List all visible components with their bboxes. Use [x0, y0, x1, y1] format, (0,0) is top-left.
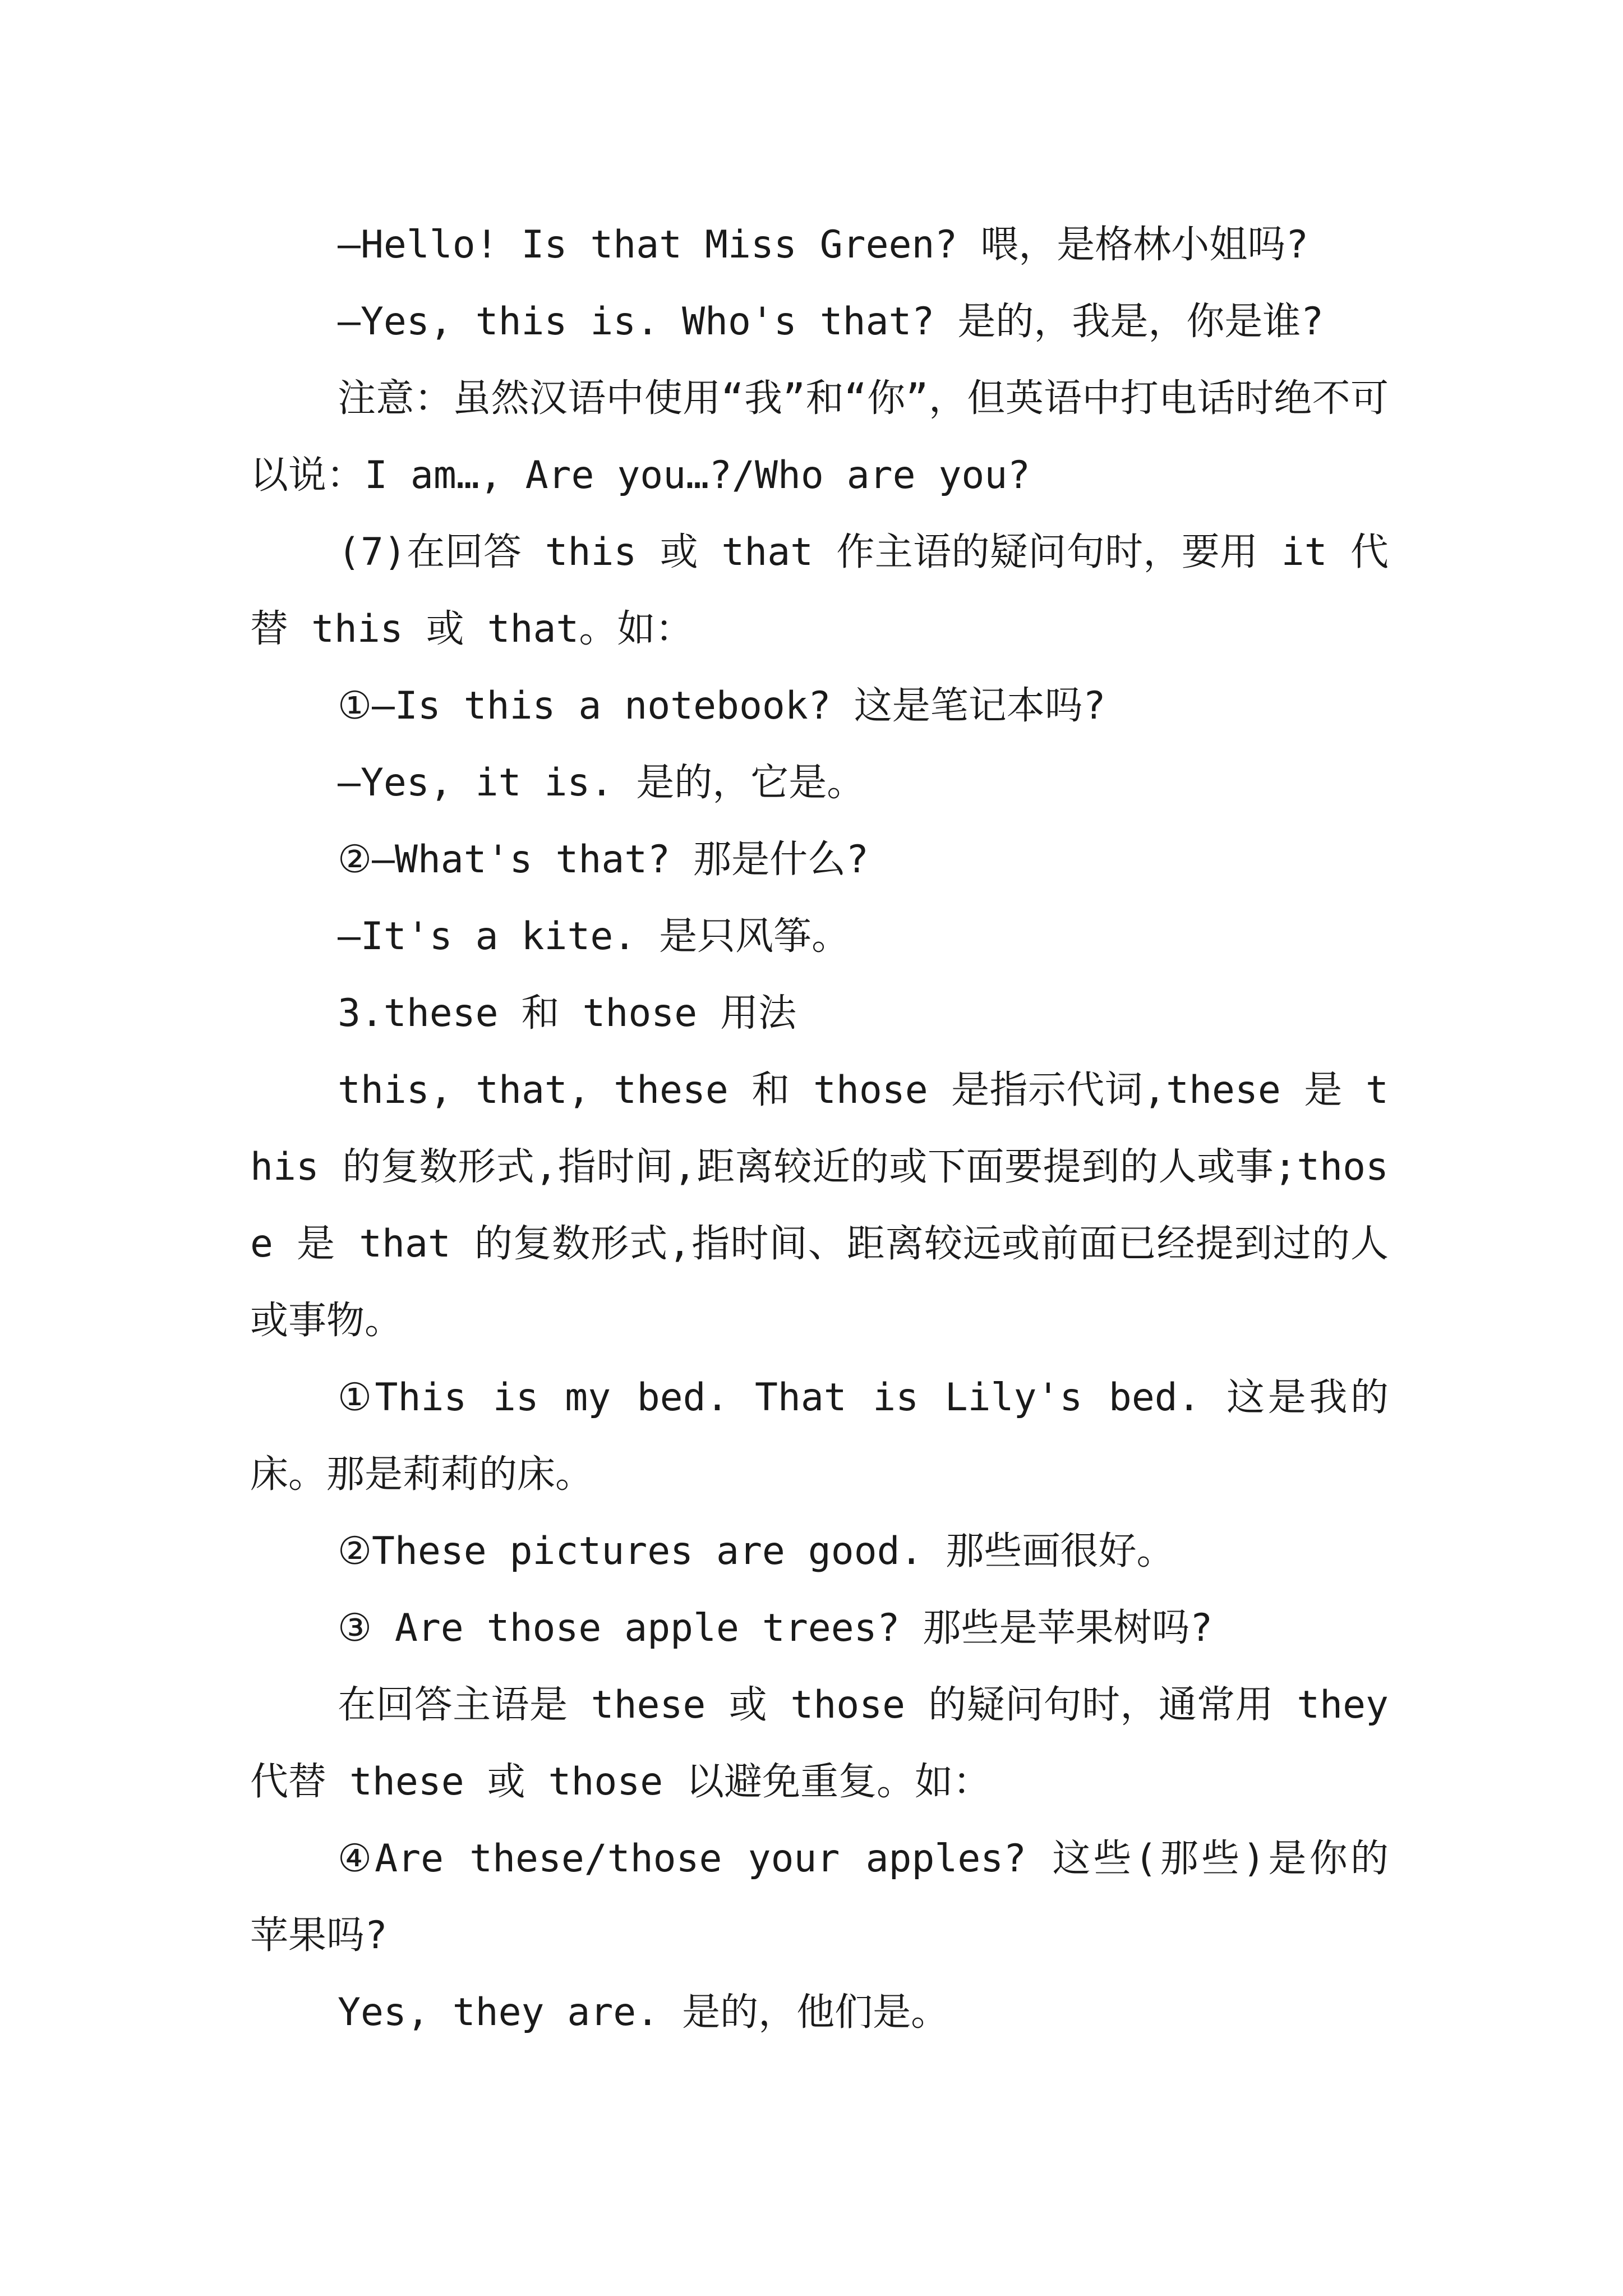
- paragraph-answer-they-are: Yes, they are. 是的，他们是。: [338, 1990, 949, 2035]
- paragraph-rule-they: 在回答主语是 these 或 those 的疑问句时，通常用 they 代替 these 或 those 以避免重复。如：: [250, 1683, 1389, 1804]
- document-page: [250, 206, 1389, 2051]
- paragraph-answer-kite: —It's a kite. 是只风筝。: [338, 914, 850, 959]
- paragraph-demonstratives-explanation: this, that, these 和 those 是指示代词,these 是 this 的复数形式,指时间,距离较近的或下面要提到的人或事;those 是 that 的复数形式,指时间、距离较远或前面已经提到过的人或事物。: [250, 1068, 1389, 1343]
- paragraph-dialogue-yes: —Yes, this is. Who's that? 是的，我是，你是谁?: [338, 300, 1324, 344]
- paragraph-example-bed: ①This is my bed. That is Lily's bed. 这是我的床。那是莉莉的床。: [250, 1375, 1389, 1497]
- paragraph-example-what-is-that: ②—What's that? 那是什么?: [338, 838, 869, 882]
- paragraph-rule-7: (7)在回答 this 或 that 作主语的疑问句时，要用 it 代替 this 或 that。如：: [250, 530, 1389, 651]
- section-heading-these-those: 3.these 和 those 用法: [338, 991, 797, 1036]
- paragraph-answer-it-is: —Yes, it is. 是的，它是。: [338, 761, 865, 805]
- paragraph-example-apples: ④Are these/those your apples? 这些(那些)是你的苹果吗?: [250, 1837, 1389, 1958]
- paragraph-note-phone: 注意：虽然汉语中使用“我”和“你”，但英语中打电话时绝不可以说：I am…, Are you…?/Who are you?: [250, 376, 1389, 498]
- paragraph-example-apple-trees: ③ Are those apple trees? 那些是苹果树吗?: [338, 1606, 1213, 1650]
- paragraph-example-pictures: ②These pictures are good. 那些画很好。: [338, 1529, 1175, 1573]
- paragraph-dialogue-hello: —Hello! Is that Miss Green? 喂，是格林小姐吗?: [338, 223, 1309, 267]
- paragraph-example-notebook: ①—Is this a notebook? 这是笔记本吗?: [338, 684, 1106, 728]
